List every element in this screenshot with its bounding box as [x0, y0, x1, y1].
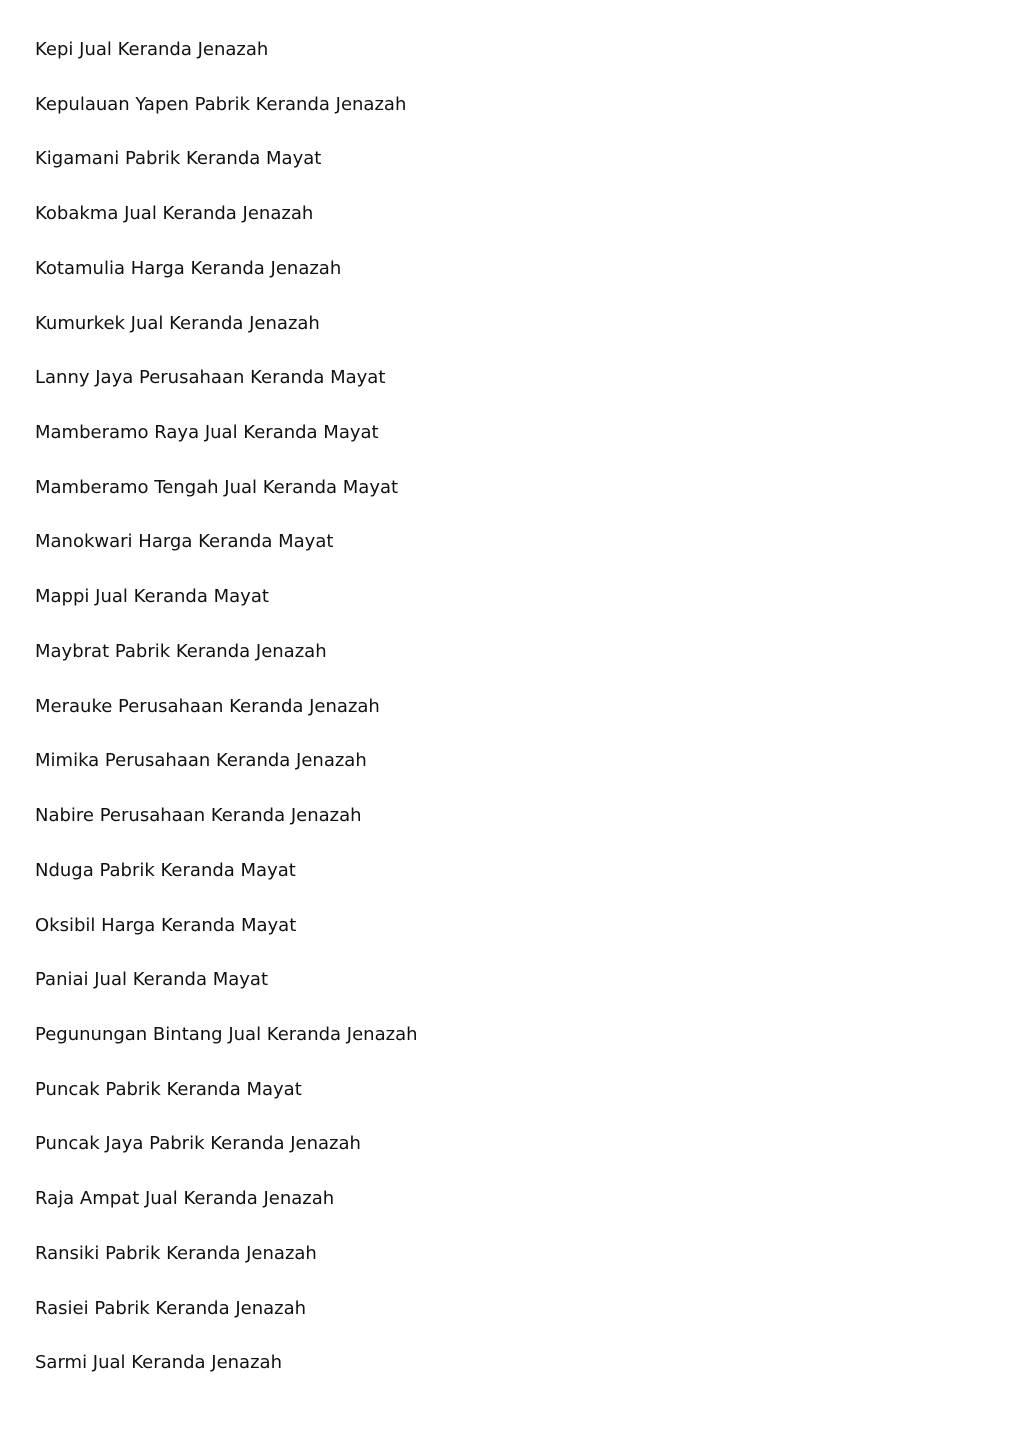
text-line: Kobakma Jual Keranda Jenazah [35, 203, 314, 225]
text-line: Mamberamo Tengah Jual Keranda Mayat [35, 476, 399, 498]
text-line: Puncak Pabrik Keranda Mayat [35, 1078, 302, 1100]
text-line: Kotamulia Harga Keranda Jenazah [35, 257, 342, 279]
text-line: Paniai Jual Keranda Mayat [35, 969, 269, 991]
text-line: Oksibil Harga Keranda Mayat [35, 914, 297, 936]
text-line: Raja Ampat Jual Keranda Jenazah [35, 1188, 335, 1210]
text-line: Pegunungan Bintang Jual Keranda Jenazah [35, 1023, 418, 1045]
text-line: Lanny Jaya Perusahaan Keranda Mayat [35, 367, 386, 389]
text-line: Maybrat Pabrik Keranda Jenazah [35, 640, 327, 662]
text-line: Nabire Perusahaan Keranda Jenazah [35, 805, 362, 827]
text-line: Mappi Jual Keranda Mayat [35, 586, 269, 608]
text-line: Puncak Jaya Pabrik Keranda Jenazah [35, 1133, 361, 1155]
text-line: Mamberamo Raya Jual Keranda Mayat [35, 422, 379, 444]
text-line: Rasiei Pabrik Keranda Jenazah [35, 1297, 307, 1319]
text-line: Merauke Perusahaan Keranda Jenazah [35, 695, 380, 717]
text-line: Kumurkek Jual Keranda Jenazah [35, 312, 320, 334]
text-line: Kepi Jual Keranda Jenazah [35, 39, 269, 60]
text-line-list [35, 36, 418, 1404]
text-line: Kigamani Pabrik Keranda Mayat [35, 148, 322, 170]
text-line: Ransiki Pabrik Keranda Jenazah [35, 1242, 317, 1264]
text-line: Kepulauan Yapen Pabrik Keranda Jenazah [35, 93, 407, 115]
text-line: Nduga Pabrik Keranda Mayat [35, 859, 296, 881]
text-line: Manokwari Harga Keranda Mayat [35, 531, 334, 553]
text-line: Mimika Perusahaan Keranda Jenazah [35, 750, 367, 772]
text-line: Sarmi Jual Keranda Jenazah [35, 1352, 282, 1374]
